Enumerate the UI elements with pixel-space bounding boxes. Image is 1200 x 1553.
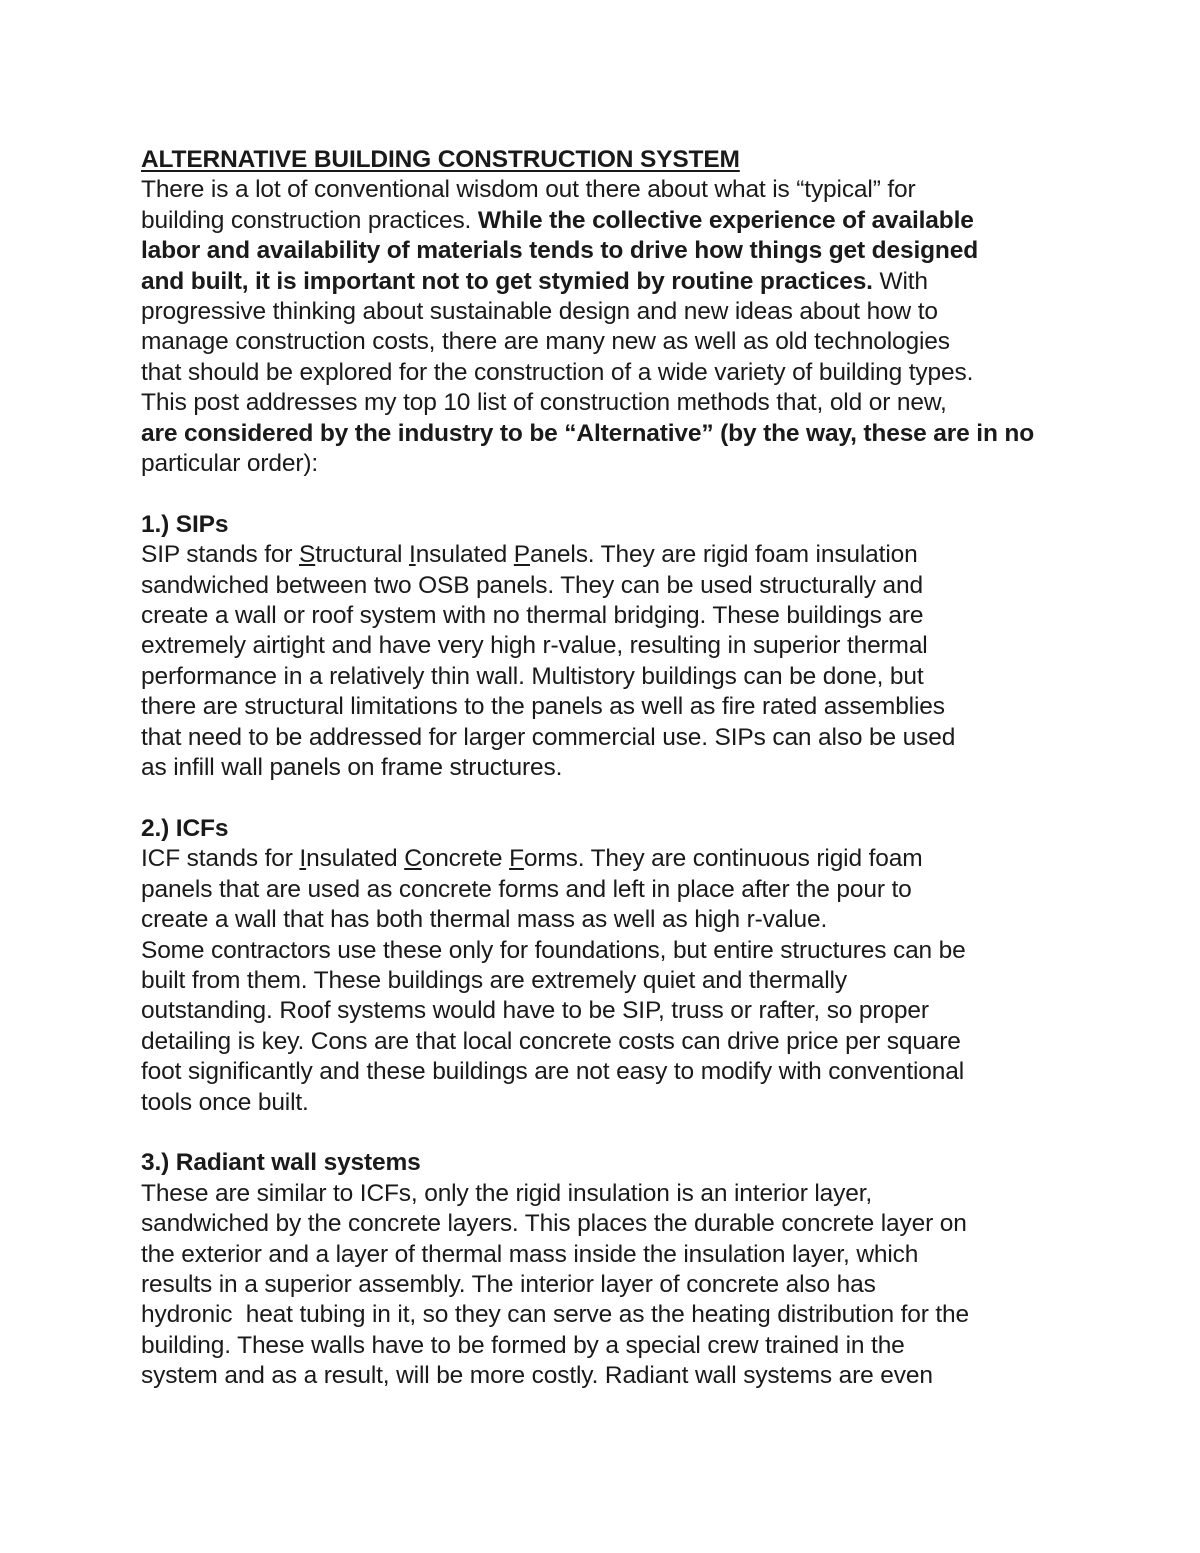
acronym-letter: S (299, 541, 316, 569)
section-line: outstanding. Roof systems would have to be SIP, truss or rafter, so proper (141, 997, 929, 1025)
paragraph-gap (141, 479, 1061, 509)
section-line: foot significantly and these buildings are not easy to modify with conventional (141, 1058, 965, 1086)
section-line: building. These walls have to be formed by a special crew trained in the (141, 1331, 905, 1359)
intro-emphasis: and built, it is important not to get stymied by routine practices. (141, 267, 873, 295)
document-page (141, 145, 1061, 1392)
intro-line: manage construction costs, there are many new as well as old technologies (141, 328, 950, 356)
section-line: sandwiched by the concrete layers. This places the durable concrete layer on (141, 1210, 967, 1238)
acronym-letter: P (513, 541, 530, 569)
section-line: system and as a result, will be more costly. Radiant wall systems are even (141, 1362, 933, 1390)
text-run: tructural (315, 541, 410, 569)
intro-emphasis-line: are considered by the industry to be “Alternative” (by the way, these are in no (141, 419, 1035, 447)
section-line: there are structural limitations to the panels as well as fire rated assemblies (141, 693, 945, 721)
section-line: create a wall or roof system with no thermal bridging. These buildings are (141, 602, 924, 630)
intro-line: particular order): (141, 450, 319, 478)
paragraph-gap (141, 1118, 1061, 1148)
section-line: results in a superior assembly. The interior layer of concrete also has (141, 1270, 876, 1298)
text-run: SIP stands for (141, 541, 299, 569)
intro-line: This post addresses my top 10 list of construction methods that, old or new, (141, 389, 947, 417)
section-line: that need to be addressed for larger commercial use. SIPs can also be used (141, 723, 956, 751)
section-line: These are similar to ICFs, only the rigid insulation is an interior layer, (141, 1179, 873, 1207)
intro-line (141, 267, 1061, 297)
document-title: ALTERNATIVE BUILDING CONSTRUCTION SYSTEM (141, 146, 740, 173)
section-icfs (141, 814, 1061, 1118)
section-radiant-wall (141, 1148, 1061, 1391)
acronym-letter: F (509, 845, 524, 873)
acronym-letter: I (409, 541, 416, 569)
intro-line (141, 206, 1061, 236)
intro-line: progressive thinking about sustainable design and new ideas about how to (141, 298, 938, 326)
text-run: anels. They are rigid foam insulation (529, 541, 918, 569)
section-line (141, 540, 1061, 570)
text-run: ICF stands for (141, 845, 300, 873)
paragraph-gap (141, 784, 1061, 814)
section-line: sandwiched between two OSB panels. They can be used structurally and (141, 571, 923, 599)
text-run: orms. They are continuous rigid foam (523, 845, 923, 873)
section-line (141, 844, 1061, 874)
section-heading: 3.) Radiant wall systems (141, 1149, 421, 1177)
section-heading: 1.) SIPs (141, 510, 229, 538)
intro-text: With (872, 267, 928, 295)
section-line: Some contractors use these only for foundations, but entire structures can be (141, 936, 966, 964)
intro-emphasis: While the collective experience of available (477, 206, 974, 234)
acronym-letter: C (404, 845, 422, 873)
section-line: the exterior and a layer of thermal mass inside the insulation layer, which (141, 1240, 919, 1268)
section-line: panels that are used as concrete forms and left in place after the pour to (141, 875, 912, 903)
intro-text: building construction practices. (141, 206, 478, 234)
text-run: nsulated (306, 845, 405, 873)
intro-paragraph (141, 175, 1061, 479)
acronym-letter: I (299, 845, 307, 873)
section-line: performance in a relatively thin wall. Multistory buildings can be done, but (141, 662, 924, 690)
section-line: extremely airtight and have very high r-value, resulting in superior thermal (141, 632, 928, 660)
section-line: as infill wall panels on frame structures. (141, 754, 563, 782)
intro-line: that should be explored for the construction of a wide variety of building types. (141, 358, 974, 386)
text-run: oncrete (421, 845, 510, 873)
section-heading: 2.) ICFs (141, 814, 229, 842)
intro-line: There is a lot of conventional wisdom out there about what is “typical” for (141, 176, 916, 204)
section-sips (141, 510, 1061, 784)
section-line: create a wall that has both thermal mass as well as high r-value. (141, 906, 828, 934)
text-run: nsulated (415, 541, 514, 569)
intro-emphasis-line: labor and availability of materials tends to drive how things get designed (141, 237, 979, 265)
section-line: detailing is key. Cons are that local concrete costs can drive price per square (141, 1027, 961, 1055)
section-line: tools once built. (141, 1088, 309, 1116)
section-line: built from them. These buildings are extremely quiet and thermally (141, 966, 847, 994)
section-line: hydronic heat tubing in it, so they can serve as the heating distribution for the (141, 1301, 970, 1329)
